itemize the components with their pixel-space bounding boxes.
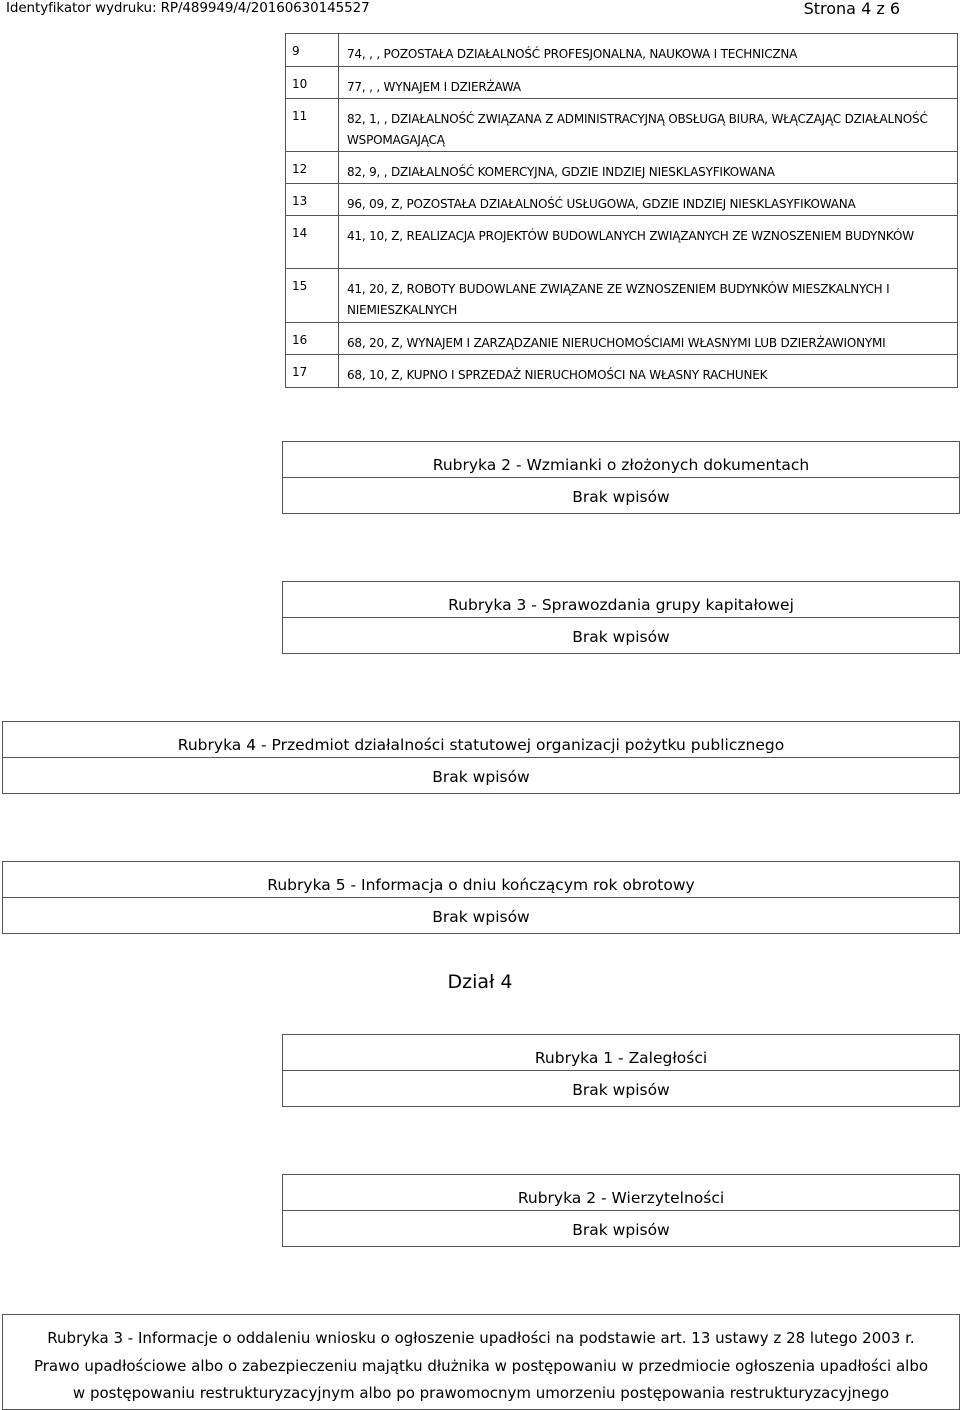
section-heading-dzial-4: Dział 4 xyxy=(447,971,513,993)
section-title: Rubryka 2 - Wierzytelności xyxy=(283,1175,959,1211)
section-rubryka-5 xyxy=(2,861,960,934)
row-text: 82, 9, , DZIAŁALNOŚĆ KOMERCYJNA, GDZIE INDZIEJ NIESKLASYFIKOWANA xyxy=(339,152,958,184)
row-text: 82, 1, , DZIAŁALNOŚĆ ZWIĄZANA Z ADMINISTRACYJNĄ OBSŁUGĄ BIURA, WŁĄCZAJĄC DZIAŁALNOŚĆ WSPOMAGAJĄCĄ xyxy=(339,99,958,152)
row-text: 77, , , WYNAJEM I DZIERŻAWA xyxy=(339,67,958,99)
row-text: 74, , , POZOSTAŁA DZIAŁALNOŚĆ PROFESJONALNA, NAUKOWA I TECHNICZNA xyxy=(339,34,958,67)
no-entries-text: Brak wpisów xyxy=(572,1081,670,1099)
row-text: 68, 20, Z, WYNAJEM I ZARZĄDZANIE NIERUCHOMOŚCIAMI WŁASNYMI LUB DZIERŻAWIONYMI xyxy=(339,323,958,355)
table-row xyxy=(286,355,958,388)
pkd-activity-table xyxy=(285,33,958,388)
table-row xyxy=(286,184,958,216)
section-title: Rubryka 1 - Zaległości xyxy=(283,1035,959,1071)
section-title: Rubryka 5 - Informacja o dniu kończącym rok obrotowy xyxy=(3,862,959,898)
table-row xyxy=(286,152,958,184)
row-number: 13 xyxy=(286,184,339,216)
row-text: 68, 10, Z, KUPNO I SPRZEDAŻ NIERUCHOMOŚCI NA WŁASNY RACHUNEK xyxy=(339,355,958,388)
row-number: 12 xyxy=(286,152,339,184)
section-dzial4-rubryka-1 xyxy=(282,1034,960,1107)
row-number: 15 xyxy=(286,269,339,323)
row-number: 17 xyxy=(286,355,339,388)
no-entries-text: Brak wpisów xyxy=(572,628,670,646)
section-title: Rubryka 2 - Wzmianki o złożonych dokumentach xyxy=(283,442,959,478)
table-row xyxy=(286,67,958,99)
page-header xyxy=(0,0,960,20)
section-dzial4-rubryka-2 xyxy=(282,1174,960,1247)
row-number: 14 xyxy=(286,216,339,269)
page-number: Strona 4 z 6 xyxy=(803,0,900,18)
row-number: 16 xyxy=(286,323,339,355)
print-identifier: Identyfikator wydruku: RP/489949/4/20160630145527 xyxy=(6,0,370,16)
no-entries-text: Brak wpisów xyxy=(432,768,530,786)
no-entries-text: Brak wpisów xyxy=(572,1221,670,1239)
section-title-line-3: w postępowaniu restrukturyzacyjnym albo po prawomocnym umorzeniu postępowania restrukturyzacyjnego xyxy=(72,1384,890,1402)
section-rubryka-3 xyxy=(282,581,960,654)
row-number: 10 xyxy=(286,67,339,99)
row-number: 9 xyxy=(286,34,339,67)
table-row xyxy=(286,34,958,67)
table-row xyxy=(286,269,958,323)
section-title-line-2: Prawo upadłościowe albo o zabezpieczeniu majątku dłużnika w postępowaniu w przedmiocie ogłoszenia upadłości albo xyxy=(33,1357,929,1375)
row-text: 41, 10, Z, REALIZACJA PROJEKTÓW BUDOWLANYCH ZWIĄZANYCH ZE WZNOSZENIEM BUDYNKÓW xyxy=(339,216,958,269)
section-rubryka-4 xyxy=(2,721,960,794)
no-entries-text: Brak wpisów xyxy=(572,488,670,506)
table-row xyxy=(286,99,958,152)
row-number: 11 xyxy=(286,99,339,152)
table-row xyxy=(286,323,958,355)
section-title: Rubryka 3 - Sprawozdania grupy kapitałowej xyxy=(283,582,959,618)
table-row xyxy=(286,216,958,269)
row-text: 41, 20, Z, ROBOTY BUDOWLANE ZWIĄZANE ZE WZNOSZENIEM BUDYNKÓW MIESZKALNYCH I NIEMIESZKALNYCH xyxy=(339,269,958,323)
section-title-line-1: Rubryka 3 - Informacje o oddaleniu wniosku o ogłoszenie upadłości na podstawie art. 13 ustawy z 28 lutego 2003 r. xyxy=(47,1329,915,1347)
section-rubryka-2 xyxy=(282,441,960,514)
row-text: 96, 09, Z, POZOSTAŁA DZIAŁALNOŚĆ USŁUGOWA, GDZIE INDZIEJ NIESKLASYFIKOWANA xyxy=(339,184,958,216)
section-dzial4-rubryka-3 xyxy=(2,1314,960,1410)
no-entries-text: Brak wpisów xyxy=(432,908,530,926)
section-title: Rubryka 4 - Przedmiot działalności statutowej organizacji pożytku publicznego xyxy=(3,722,959,758)
